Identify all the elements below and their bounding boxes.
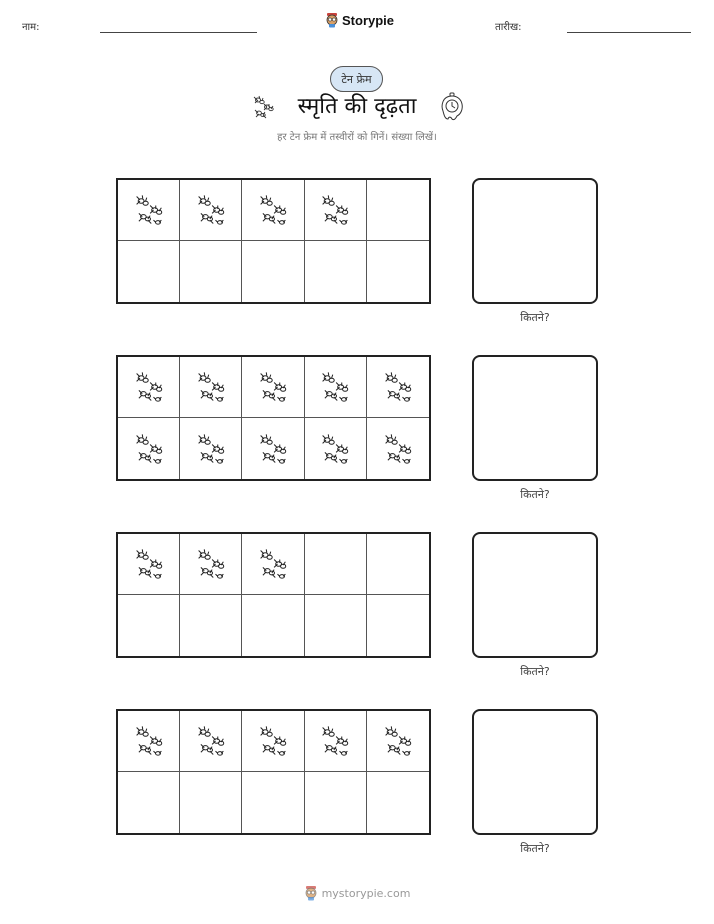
ten-frame-cell [305,772,367,833]
ten-frame-cell [367,180,429,241]
ten-frame-cell [118,180,180,241]
ten-frame-cell [367,772,429,833]
ant-cluster-icon [317,431,353,467]
answer-prompt-1: कितने? [520,311,550,324]
ten-frame-cell [180,241,242,302]
ten-frame-cell [305,241,367,302]
ant-cluster-icon [255,192,291,228]
ten-frame-cell [118,534,180,595]
ant-cluster-icon [255,723,291,759]
ant-cluster-icon [380,431,416,467]
date-input-line[interactable] [567,32,691,33]
date-label: तारीख: [495,22,522,33]
ten-frame-cell [180,534,242,595]
ten-frame-cell [242,534,304,595]
ant-cluster-icon [317,723,353,759]
ant-cluster-icon [317,192,353,228]
ten-frame-cell [180,711,242,772]
ten-frame-cell [118,595,180,656]
ten-frame-cell [242,418,304,479]
ten-frame-cell [242,241,304,302]
answer-prompt-2: कितने? [520,488,550,501]
ten-frame-cell [180,418,242,479]
ten-frame-cell [242,772,304,833]
answer-box-2[interactable] [472,355,598,481]
ten-frame-cell [367,357,429,418]
ant-cluster-icon [193,546,229,582]
ten-frame-cell [180,357,242,418]
footer [0,885,714,901]
ten-frame-cell [242,357,304,418]
ten-frame-badge: टेन फ्रेम [330,66,383,92]
ant-cluster-icon [131,192,167,228]
ten-frame-cell [367,534,429,595]
storypie-mascot-icon [325,12,339,28]
ant-cluster-icon [193,723,229,759]
ant-cluster-icon [131,723,167,759]
ten-frame-cell [305,418,367,479]
ten-frame-cell [367,418,429,479]
ten-frame-1 [116,178,431,304]
ten-frame-cell [180,180,242,241]
answer-box-4[interactable] [472,709,598,835]
storypie-mascot-icon [304,885,318,901]
ten-frame-cell [180,595,242,656]
ten-frame-cell [118,241,180,302]
ten-frame-cell [118,772,180,833]
ten-frame-cell [242,595,304,656]
instruction-text: हर टेन फ्रेम में तस्वीरों को गिनें। संख्या लिखें। [277,132,437,143]
ten-frame-cell [118,418,180,479]
ten-frame-cell [305,534,367,595]
page-title: स्मृति की दृढ़ता [297,94,417,119]
ten-frame-cell [305,357,367,418]
ten-frame-3 [116,532,431,658]
ant-cluster-icon [193,369,229,405]
answer-prompt-4: कितने? [520,842,550,855]
brand-logo [325,12,394,28]
ten-frame-2 [116,355,431,481]
ten-frame-cell [242,180,304,241]
ten-frame-cell [367,595,429,656]
ant-cluster-icon [317,369,353,405]
ten-frame-cell [305,711,367,772]
name-input-line[interactable] [100,32,257,33]
ant-cluster-icon [380,723,416,759]
melting-clock-icon [439,92,465,122]
answer-box-3[interactable] [472,532,598,658]
ten-frame-cell [367,241,429,302]
ant-cluster-icon [131,431,167,467]
footer-url[interactable]: mystorypie.com [321,886,411,900]
brand-name: Storypie [342,12,395,28]
ten-frame-cell [305,180,367,241]
ten-frame-cell [305,595,367,656]
ant-cluster-icon [380,369,416,405]
ant-cluster-icon [193,192,229,228]
name-label: नाम: [22,22,40,33]
ten-frame-4 [116,709,431,835]
ant-cluster-icon [131,369,167,405]
ant-cluster-icon [193,431,229,467]
ten-frame-cell [367,711,429,772]
ant-cluster-icon [255,369,291,405]
ten-frame-cell [242,711,304,772]
answer-prompt-3: कितने? [520,665,550,678]
answer-box-1[interactable] [472,178,598,304]
ant-cluster-icon [131,546,167,582]
ten-frame-cell [118,711,180,772]
ant-cluster-icon [255,546,291,582]
ten-frame-cell [118,357,180,418]
ant-cluster-icon [255,431,291,467]
ten-frame-cell [180,772,242,833]
